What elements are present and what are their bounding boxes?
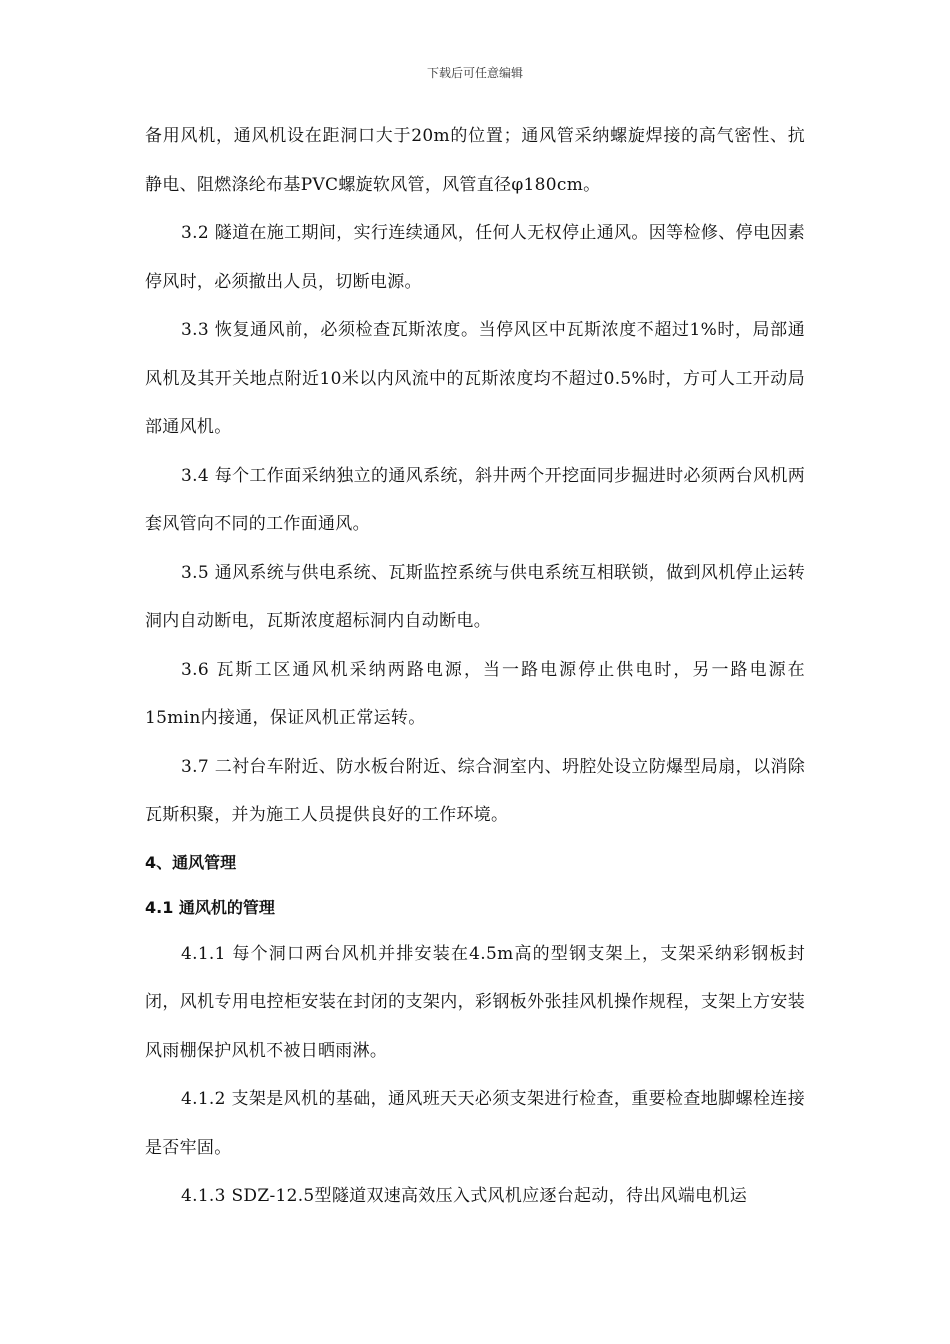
paragraph-ventilator-setup: 备用风机，通风机设在距洞口大于20m的位置；通风管采纳螺旋焊接的高气密性、抗静电、阻燃涤纶布基PVC螺旋软风管，风管直径φ180cm。 [145, 126, 805, 195]
page-header: 下载后可任意编辑 [426, 66, 523, 80]
paragraph-4-1-3: 4.1.3 SDZ-12.5型隧道双速高效压入式风机应逐台起动，待出风端电机运 [181, 1186, 748, 1206]
document-body [145, 112, 805, 1221]
section-heading-4-1: 4.1 通风机的管理 [145, 897, 275, 917]
paragraph-3-4: 3.4 每个工作面采纳独立的通风系统，斜井两个开挖面同步掘进时必须两台风机两套风管向不同的工作面通风。 [145, 465, 805, 534]
paragraph-4-1-1: 4.1.1 每个洞口两台风机并排安装在4.5m高的型钢支架上，支架采纳彩钢板封闭，风机专用电控柜安装在封闭的支架内，彩钢板外张挂风机操作规程，支架上方安装风雨棚保护风机不被日晒雨淋。 [145, 943, 805, 1061]
paragraph-3-6: 3.6 瓦斯工区通风机采纳两路电源，当一路电源停止供电时，另一路电源在15min内接通，保证风机正常运转。 [145, 659, 805, 728]
paragraph-3-3: 3.3 恢复通风前，必须检查瓦斯浓度。当停风区中瓦斯浓度不超过1%时，局部通风机及其开关地点附近10米以内风流中的瓦斯浓度均不超过0.5%时，方可人工开动局部通风机。 [145, 320, 805, 437]
paragraph-4-1-2: 4.1.2 支架是风机的基础，通风班天天必须支架进行检查，重要检查地脚螺栓连接是否牢固。 [145, 1089, 805, 1158]
paragraph-3-5: 3.5 通风系统与供电系统、瓦斯监控系统与供电系统互相联锁，做到风机停止运转洞内自动断电，瓦斯浓度超标洞内自动断电。 [145, 562, 805, 631]
paragraph-3-7: 3.7 二衬台车附近、防水板台附近、综合洞室内、坍腔处设立防爆型局扇，以消除瓦斯积聚，并为施工人员提供良好的工作环境。 [145, 756, 805, 825]
section-heading-4: 4、通风管理 [145, 852, 237, 872]
paragraph-3-2: 3.2 隧道在施工期间，实行连续通风，任何人无权停止通风。因等检修、停电因素停风时，必须撤出人员，切断电源。 [145, 223, 805, 292]
